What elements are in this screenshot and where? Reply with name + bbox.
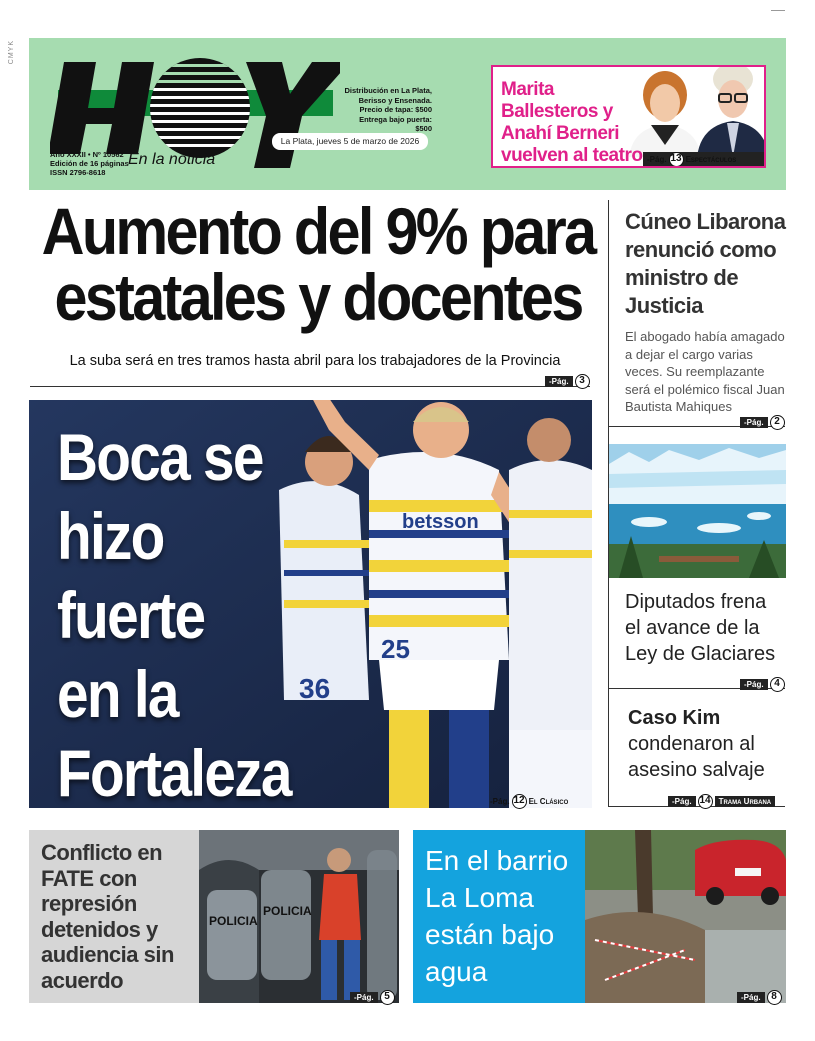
distribution-line: Distribución en La Plata, bbox=[344, 86, 432, 95]
pag-label: -Pág. bbox=[740, 417, 768, 428]
section-label: Espectáculos bbox=[685, 155, 737, 164]
cmyk-print-mark: CMYK bbox=[8, 40, 15, 65]
page-number-badge: 14 bbox=[698, 794, 713, 809]
police-photo bbox=[199, 830, 399, 1003]
issue-info bbox=[50, 150, 129, 177]
jersey-number: 25 bbox=[381, 634, 410, 664]
sidebar-headline[interactable]: Diputados frena el avance de la Ley de Glaciares bbox=[625, 591, 776, 665]
distribution-info bbox=[342, 86, 432, 134]
page-number-badge: 4 bbox=[770, 677, 785, 692]
page-reference bbox=[643, 152, 766, 166]
issue-pages: Edición de 16 páginas bbox=[50, 159, 129, 168]
page-reference bbox=[740, 677, 787, 692]
loma-headline: En el barrio La Loma están bajo agua bbox=[425, 845, 569, 987]
pag-label: -Pág. bbox=[545, 376, 573, 387]
distribution-line: Entrega bajo puerta: $500 bbox=[359, 114, 432, 134]
pag-label: -Pág. bbox=[350, 992, 378, 1003]
main-headline[interactable]: Aumento del 9% para estatales y docentes bbox=[41, 194, 595, 334]
page-reference bbox=[740, 415, 787, 430]
page-number-badge: 13 bbox=[669, 152, 684, 167]
page-number-badge: 2 bbox=[770, 415, 785, 430]
bottom-story-fate[interactable] bbox=[29, 830, 399, 1003]
sports-headline: Boca se hizo fuerte en la Fortaleza bbox=[57, 420, 291, 808]
jersey-number: 36 bbox=[299, 673, 331, 704]
fate-headline: Conflicto en FATE con represión detenidos y audiencia sin acuerdo bbox=[41, 840, 174, 993]
page-reference bbox=[350, 990, 397, 1005]
page-reference bbox=[668, 794, 775, 809]
crop-mark bbox=[771, 10, 785, 11]
sponsor-text: betsson bbox=[402, 511, 479, 533]
sports-photo-block[interactable] bbox=[29, 400, 592, 808]
page-number-badge: 5 bbox=[380, 990, 395, 1005]
issue-number: Año XXXII • Nº 10562 bbox=[50, 150, 124, 159]
page-reference bbox=[545, 374, 592, 389]
dateline: La Plata, jueves 5 de marzo de 2026 bbox=[272, 133, 428, 150]
sidebar-body: El abogado había amagado a dejar el cargo varias veces. Su reemplazante será el polémico fiscal Juan Bautista Mahiques bbox=[625, 329, 785, 414]
portrait-photo bbox=[693, 65, 766, 157]
pag-label: -Pág. bbox=[668, 796, 696, 807]
sidebar-headline[interactable] bbox=[628, 705, 788, 783]
distribution-line: Berisso y Ensenada. bbox=[358, 95, 432, 105]
page-number-badge: 12 bbox=[512, 794, 527, 809]
flood-photo bbox=[585, 830, 786, 1003]
page-reference bbox=[490, 794, 568, 809]
main-subhead: La suba será en tres tramos hasta abril para los trabajadores de la Provincia bbox=[69, 353, 561, 369]
teaser-box[interactable] bbox=[491, 65, 766, 168]
page-reference bbox=[737, 990, 784, 1005]
sidebar-headline[interactable]: Cúneo Libarona renunció como ministro de Justicia bbox=[625, 209, 786, 318]
issue-issn: ISSN 2796-8618 bbox=[50, 168, 106, 177]
section-label: El Clásico bbox=[528, 797, 569, 806]
pag-label: -Pág. bbox=[490, 797, 510, 806]
page-number-badge: 8 bbox=[767, 990, 782, 1005]
teaser-title: Marita Ballesteros y Anahí Berneri vuelven al teatro bbox=[501, 79, 643, 166]
shield-text: POLICIA bbox=[263, 904, 312, 918]
headline-rest: condenaron al asesino salvaje bbox=[628, 733, 765, 781]
pag-label: -Pág. bbox=[737, 992, 765, 1003]
divider bbox=[30, 386, 590, 387]
distribution-line: Precio de tapa: $500 bbox=[359, 105, 432, 115]
section-label: Trama Urbana bbox=[715, 796, 776, 807]
masthead-slogan: En la noticia bbox=[128, 151, 216, 168]
pag-label: -Pág. bbox=[740, 679, 768, 690]
shield-text: POLICIA bbox=[209, 914, 258, 928]
page-number-badge: 3 bbox=[575, 374, 590, 389]
pag-label: -Pág. bbox=[647, 155, 667, 164]
glacier-photo bbox=[609, 444, 786, 578]
bottom-story-loma[interactable] bbox=[413, 830, 786, 1003]
headline-bold: Caso Kim bbox=[628, 707, 721, 729]
